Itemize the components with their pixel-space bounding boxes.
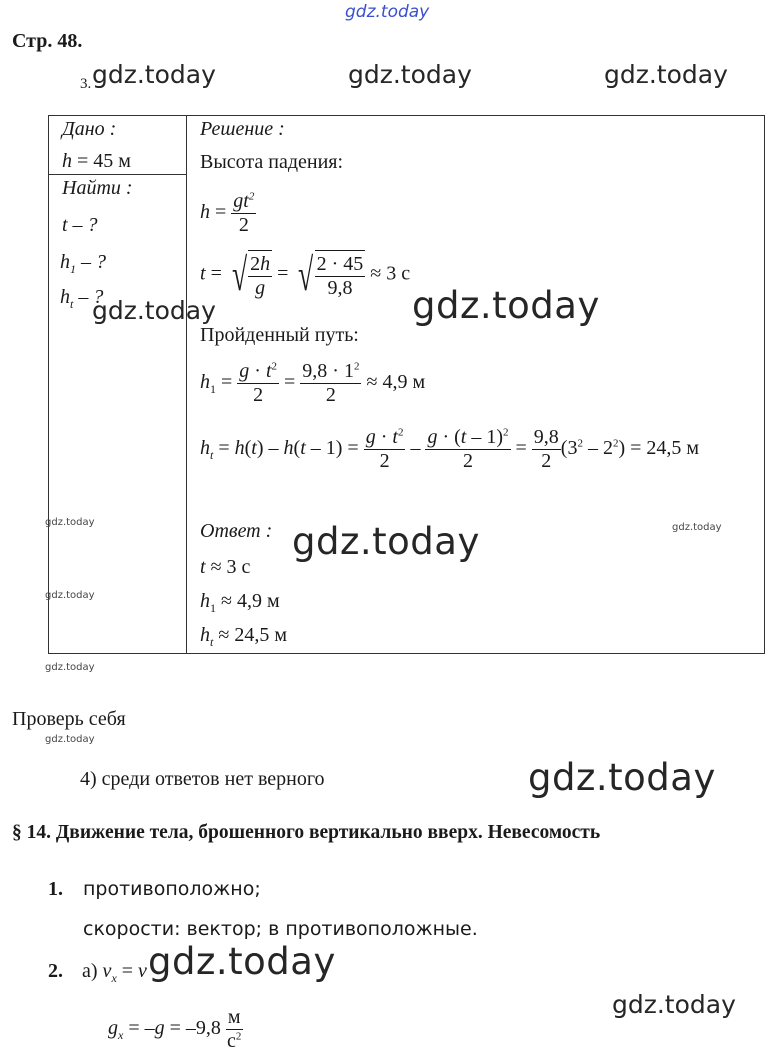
watermark-top: gdz.today	[345, 2, 430, 22]
answer-ht: $h_t \approx 24,5$ м	[200, 624, 287, 649]
item-line: скорости: вектор; в противоположные.	[83, 918, 478, 940]
watermark-small: gdz.today	[672, 522, 722, 533]
find-header: Найти :	[62, 177, 133, 199]
check-title: Проверь себя	[12, 708, 126, 730]
equation-h: h = $\frac{gt^2}{2}$	[200, 190, 255, 236]
watermark-small: gdz.today	[45, 662, 95, 673]
watermark-small: gdz.today	[45, 517, 95, 528]
watermark: gdz.today	[528, 756, 716, 799]
given-header: Дано :	[62, 118, 117, 140]
watermark: gdz.today	[148, 940, 336, 983]
problem-number: 3.	[80, 76, 92, 92]
watermark-small: gdz.today	[45, 734, 95, 745]
watermark: gdz.today	[412, 284, 600, 327]
find-item-h1: $h_1$ – ?	[60, 251, 106, 276]
given-value: h = 45 м	[62, 150, 131, 172]
section-title: § 14. Движение тела, брошенного вертикально вверх. Невесомость	[12, 822, 601, 843]
equation-gx: $g_x = -g = -9,8$ $\frac{м}{с^2}$	[108, 1006, 242, 1052]
watermark: gdz.today	[612, 990, 736, 1019]
watermark: gdz.today	[604, 60, 728, 89]
find-item-t: t – ?	[62, 214, 98, 236]
equation-ht: $h_t = h(t) - h(t - 1)$ = $\frac{g \cdot t^2}{2}$ – $\frac{g \cdot (t - 1)^2}{2}$ = $\frac{9,8}{2}$ $(3^2 - 2^2) = 24,5$ м	[200, 426, 700, 472]
watermark-small: gdz.today	[45, 590, 95, 601]
item-number: 1.	[48, 878, 63, 900]
page-label: Стр. 48.	[12, 30, 83, 52]
answer-t: t ≈ 3 с	[200, 556, 251, 578]
answer-h1: $h_1 \approx 4,9$ м	[200, 590, 280, 615]
height-label: Высота падения:	[200, 151, 344, 173]
item-line: противоположно;	[83, 878, 261, 900]
equation-t: t = √ $\frac{2h}{g}$ = √ $\frac{2 \cdot 45}{9,8}$ ≈ 3 с	[200, 249, 411, 300]
watermark: gdz.today	[92, 60, 216, 89]
watermark: gdz.today	[92, 296, 216, 325]
watermark: gdz.today	[292, 520, 480, 563]
watermark: gdz.today	[348, 60, 472, 89]
answer-header: Ответ :	[200, 520, 273, 542]
solution-header: Решение :	[200, 118, 285, 140]
item-line: а) $v_x = v$	[82, 960, 147, 985]
find-item-ht: $h_t$ – ?	[60, 286, 104, 311]
check-answer: 4) среди ответов нет верного	[80, 768, 325, 790]
equation-h1: $h_1$ = $\frac{g \cdot t^2}{2}$ = $\frac{9,8 \cdot 1^2}{2}$ ≈ 4,9 м	[200, 360, 426, 406]
path-label: Пройденный путь:	[200, 324, 359, 346]
item-number: 2.	[48, 960, 63, 982]
